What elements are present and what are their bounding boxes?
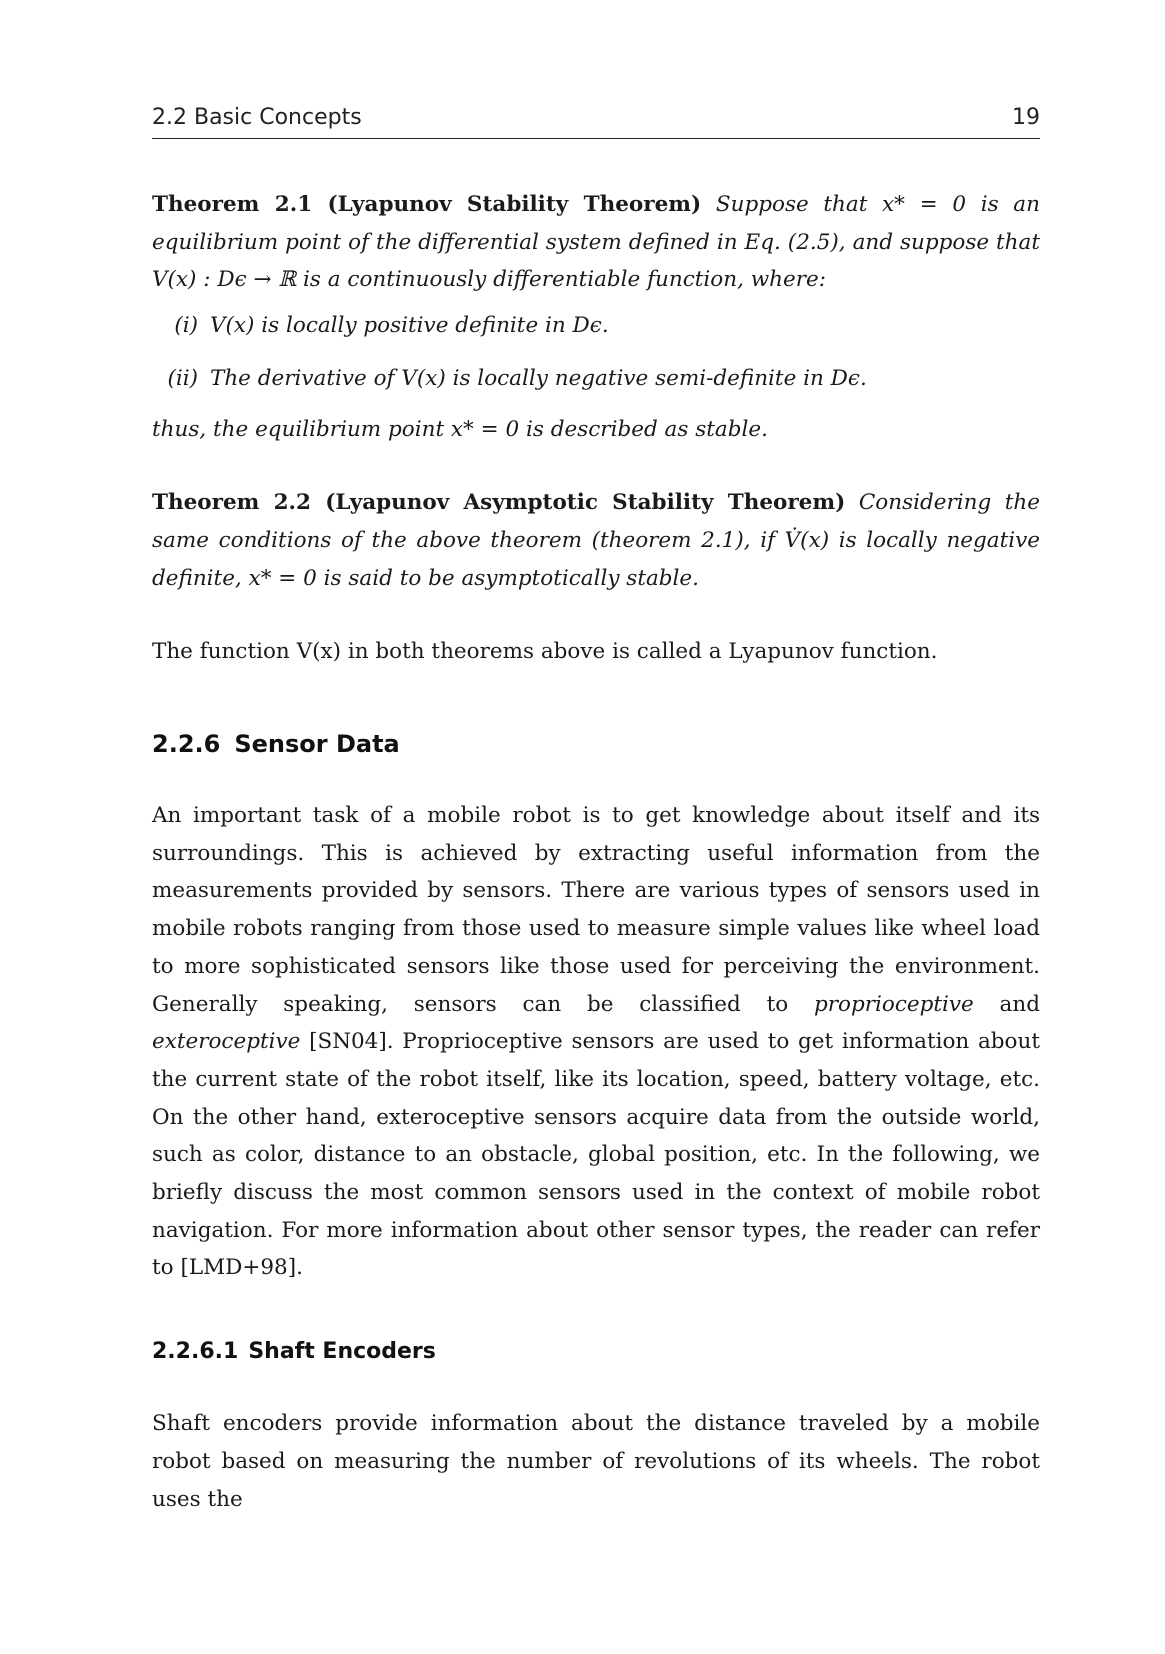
theorem-2-1-conditions — [152, 307, 1040, 397]
paragraph-text: An important task of a mobile robot is to get knowledge about itself and its surroundings. This is achieved by extracting useful information from the measurements provided by sensors. There are various types of sensors used in mobile robots ranging from those used to measure simple values like wheel load to more sophisticated sensors like those used for perceiving the environment. Generally speaking, sensors can be classified to — [152, 803, 1040, 1017]
theorem-2-1-conclusion: thus, the equilibrium point x* = 0 is described as stable. — [152, 416, 768, 442]
theorem-2-1-heading: Theorem 2.1 (Lyapunov Stability Theorem) — [152, 192, 702, 217]
list-item — [152, 360, 1040, 398]
theorem-2-2 — [152, 484, 1040, 597]
citation: [LMD+98]. — [180, 1255, 303, 1281]
header-section-title: 2.2 Basic Concepts — [152, 105, 362, 130]
page-number: 19 — [1012, 105, 1040, 130]
paragraph-text: [SN04]. Proprioceptive sensors are used to get information about the current state of the robot itself, like its location, speed, battery voltage, etc. On the other hand, exteroceptive sensors acquire data from the outside world, such as color, distance to an obstacle, global position, etc. In the following, we briefly discuss the most common sensors used in the context of mobile robot navigation. For more information about other sensor types, the reader can refer to — [152, 1029, 1040, 1281]
subsection-title: Shaft Encoders — [248, 1339, 436, 1365]
running-header — [152, 98, 1040, 139]
section-number: 2.2.6 — [152, 730, 221, 759]
sensor-data-paragraph — [152, 797, 1040, 1287]
theorem-2-2-heading: Theorem 2.2 (Lyapunov Asymptotic Stability Theorem) — [152, 490, 846, 516]
theorem-2-1 — [152, 186, 1040, 299]
page-body — [152, 186, 1040, 1518]
paragraph-text: and — [999, 991, 1040, 1017]
theorem-2-2-statement: Considering the same conditions of the above theorem (theorem 2.1), if V̇(x) is locally negative definite, x* = 0 is said to be asymptotically stable. — [152, 490, 1040, 591]
list-item-text: V(x) is locally positive definite in Dϵ. — [210, 313, 609, 339]
theorem-2-1-statement: Suppose that x* = 0 is an equilibrium point of the differential system defined in Eq. (2.5), and suppose that V(x) : Dϵ → ℝ is a continuously differentiable function, where: — [152, 192, 1040, 293]
term-proprioceptive: proprioceptive — [813, 991, 974, 1017]
list-marker: (i) — [174, 313, 198, 339]
shaft-encoders-paragraph: Shaft encoders provide information about the distance traveled by a mobile robot based on measuring the number of revolutions of its wheels. The robot uses the — [152, 1411, 1040, 1512]
list-marker: (ii) — [167, 365, 198, 391]
section-title: Sensor Data — [234, 730, 400, 759]
list-item-text: The derivative of V(x) is locally negative semi-definite in Dϵ. — [210, 365, 867, 391]
section-heading — [152, 729, 1040, 759]
subsection-number: 2.2.6.1 — [152, 1339, 239, 1365]
subsection-heading — [152, 1337, 1040, 1367]
term-exteroceptive: exteroceptive — [152, 1029, 301, 1055]
list-item — [152, 307, 1040, 345]
lyapunov-function-note: The function V(x) in both theorems above is called a Lyapunov function. — [152, 639, 938, 665]
